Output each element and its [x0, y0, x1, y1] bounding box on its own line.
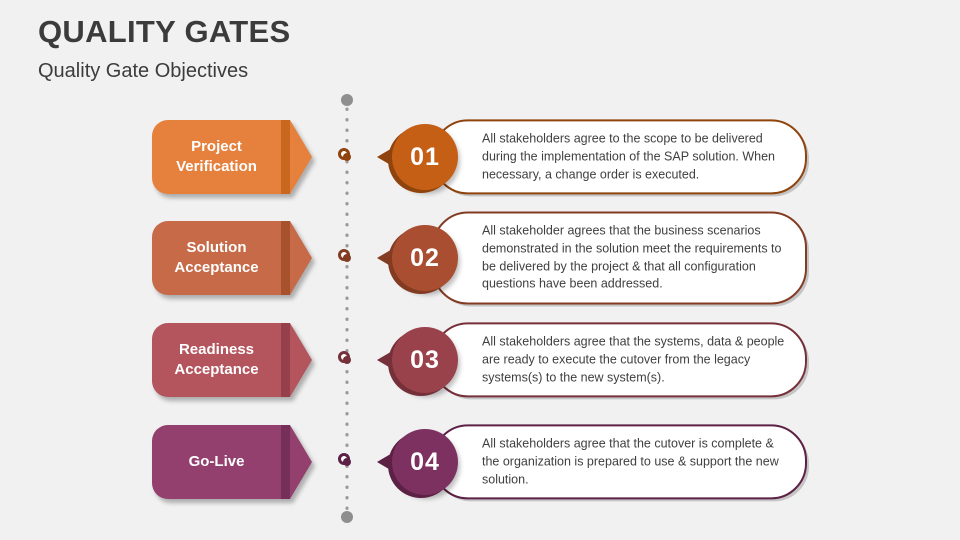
quality-gate-row	[0, 106, 960, 208]
gate-label-shape	[152, 221, 290, 295]
gate-number-badge	[392, 429, 458, 495]
gate-description: All stakeholders agree that the cutover is complete & the organization is prepared to use & support the new solution.	[482, 436, 779, 486]
gate-label: Project Verification	[176, 137, 257, 175]
gate-number-badge	[392, 225, 458, 291]
gate-number: 02	[410, 243, 440, 272]
page-subtitle: Quality Gate Objectives	[38, 60, 249, 82]
label-arrow-tip-icon	[290, 221, 312, 295]
quality-gate-row	[0, 309, 960, 411]
gate-label: Readiness Acceptance	[174, 340, 259, 378]
label-arrow-tip-icon	[290, 120, 312, 194]
quality-gate-row	[0, 207, 960, 309]
gate-description-card	[432, 424, 807, 499]
gate-number-badge	[392, 124, 458, 190]
gate-label: Go-Live	[188, 452, 245, 470]
label-arrow-tip-icon	[290, 425, 312, 499]
gate-label-shape	[152, 323, 290, 397]
gate-description-card	[432, 119, 807, 194]
timeline-start-dot-icon	[341, 94, 353, 106]
gate-number-badge	[392, 327, 458, 393]
gate-description-card	[432, 212, 807, 305]
gate-label-shape	[152, 425, 290, 499]
quality-gate-row	[0, 411, 960, 513]
gate-description: All stakeholders agree that the systems, data & people are ready to execute the cutover from the legacy systems(s) to the new system(s).	[482, 334, 785, 384]
gate-description-card	[432, 322, 807, 397]
gate-label-shape	[152, 120, 290, 194]
timeline-marker-icon	[338, 249, 350, 261]
gate-number: 01	[410, 142, 440, 171]
timeline-marker-icon	[338, 453, 350, 465]
label-arrow-tip-icon	[290, 323, 312, 397]
gate-label: Solution Acceptance	[174, 238, 259, 276]
timeline-marker-icon	[338, 351, 350, 363]
gate-number: 04	[410, 447, 440, 476]
timeline-marker-icon	[338, 148, 350, 160]
page-title: QUALITY GATES	[38, 14, 291, 49]
gate-number: 03	[410, 345, 440, 374]
gate-description: All stakeholder agrees that the business scenarios demonstrated in the solution meet the requirements to be delivered by the project & that all configuration questions have been addressed.	[482, 223, 782, 291]
gate-description: All stakeholders agree to the scope to be delivered during the implementation of the SAP solution. When necessary, a change order is executed.	[482, 131, 775, 181]
